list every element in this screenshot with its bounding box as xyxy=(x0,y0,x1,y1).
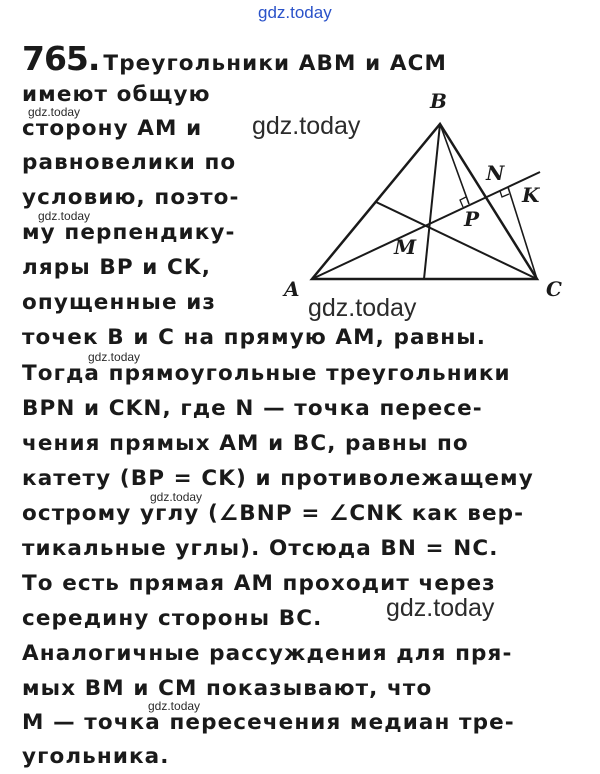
problem-line-15: тикальные углы). Отсюда BN = NC. xyxy=(22,536,499,561)
problem-line-3: сторону AM и xyxy=(22,116,203,141)
problem-line-17: середину стороны BC. xyxy=(22,606,323,631)
problem-line-12: чения прямых AM и BC, равны по xyxy=(22,431,469,456)
triangle-abc xyxy=(312,124,537,279)
watermark-top: gdz.today xyxy=(258,3,332,22)
watermark-side-5: gdz.today xyxy=(148,699,201,713)
label-k: K xyxy=(522,183,540,207)
label-m: M xyxy=(394,235,417,259)
problem-line-10: Тогда прямоугольные треугольники xyxy=(22,361,511,386)
problem-line-5: условию, поэто- xyxy=(22,185,240,210)
problem-line-20: M — точка пересечения медиан тре- xyxy=(22,710,515,735)
watermark-side-2: gdz.today xyxy=(38,209,91,223)
problem-line-21: угольника. xyxy=(22,744,170,769)
label-c: C xyxy=(546,277,562,301)
problem-line-7: ляры BP и CK, xyxy=(22,255,211,280)
problem-line-9: точек B и C на прямую AM, равны. xyxy=(22,325,487,350)
watermark-big-3: gdz.today xyxy=(386,594,495,622)
problem-line-14: острому углу (∠BNP = ∠CNK как вер- xyxy=(22,501,525,526)
problem-line-2: имеют общую xyxy=(22,82,211,107)
watermark-big-2: gdz.today xyxy=(308,294,417,322)
median-from-b xyxy=(424,124,440,279)
watermark-side-4: gdz.today xyxy=(150,490,203,504)
problem-line-18: Аналогичные рассуждения для пря- xyxy=(22,641,513,666)
watermark-side-1: gdz.today xyxy=(28,105,81,119)
problem-line-13: катету (BP = CK) и противолежащему xyxy=(22,466,534,491)
label-b: B xyxy=(430,89,447,113)
label-p: P xyxy=(464,207,480,231)
problem-line-16: То есть прямая AM проходит через xyxy=(22,571,496,596)
problem-line-19: мых BM и CM показывают, что xyxy=(22,676,433,701)
problem-line-1 xyxy=(22,39,447,78)
right-angle-p xyxy=(460,197,466,207)
problem-line-8: опущенные из xyxy=(22,290,216,315)
right-angle-k xyxy=(500,191,509,197)
watermark-side-3: gdz.today xyxy=(88,350,141,364)
label-a: A xyxy=(284,277,300,301)
watermark-big-1: gdz.today xyxy=(252,112,361,140)
problem-number: 765. xyxy=(22,39,100,78)
problem-line-4: равновелики по xyxy=(22,150,237,175)
problem-text: Треугольники ABM и ACM xyxy=(103,51,447,76)
problem-line-6: му перпендику- xyxy=(22,220,236,245)
label-n: N xyxy=(486,161,505,185)
problem-line-11: BPN и CKN, где N — точка пересе- xyxy=(22,396,483,421)
